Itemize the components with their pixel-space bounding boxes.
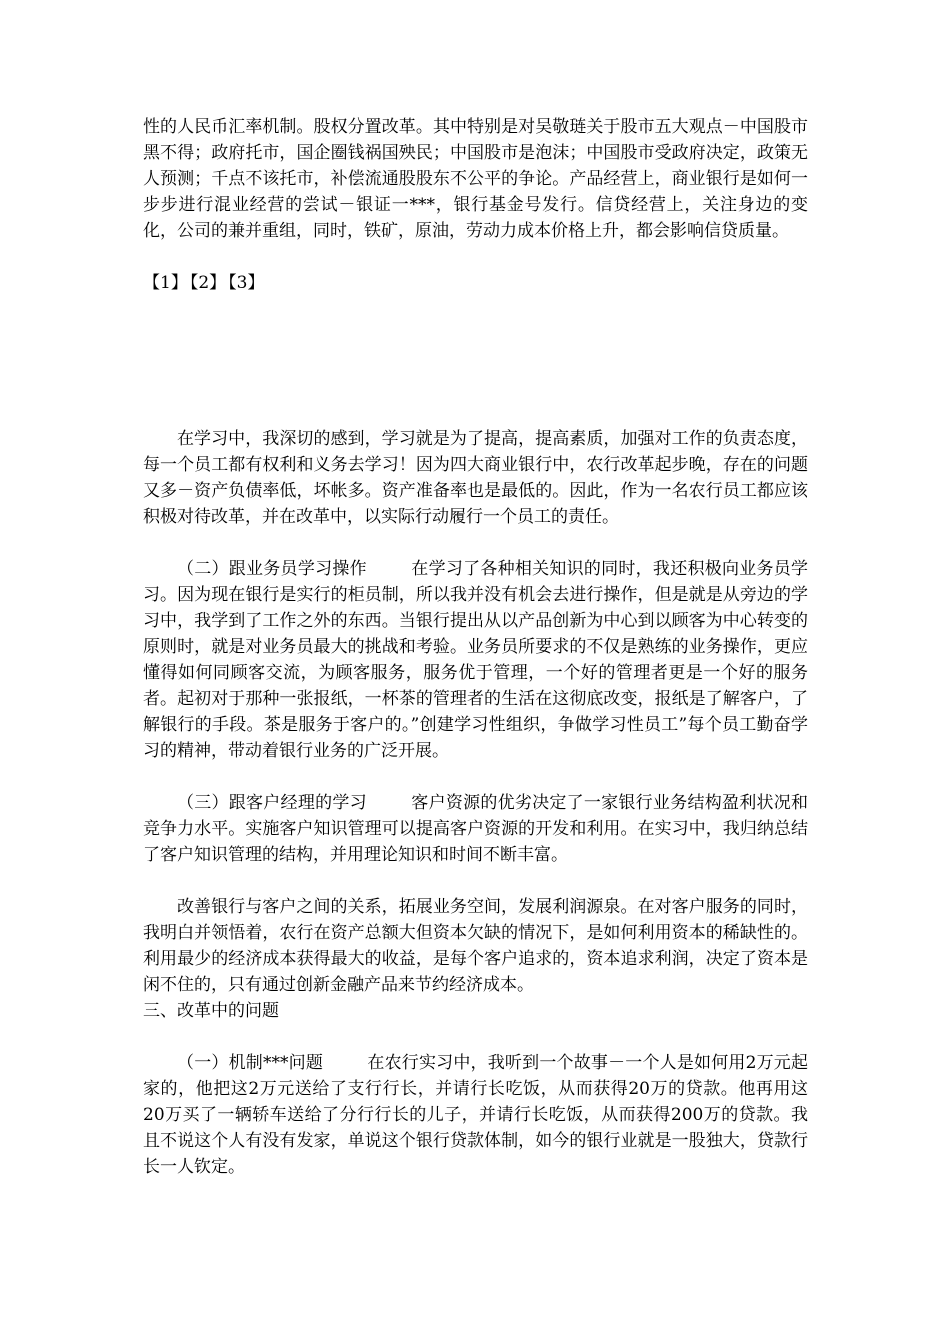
page-link-1[interactable]: 【1】 [143, 273, 188, 293]
paragraph-account-manager-body: 客户资源的优劣决定了一家银行业务结构盈利状况和竞争力水平。实施客户知识管理可以提高客户资源的开发和利用。在实习中，我归纳总结了客户知识管理的结构，并用理论知识和时间不断丰富。 [143, 793, 809, 865]
page-link-3[interactable]: 【3】 [228, 273, 265, 293]
paragraph-teller-learning [143, 556, 808, 764]
subheading-mechanism: （一）机制***问题 [177, 1053, 324, 1073]
paragraph-customer-relations: 改善银行与客户之间的关系，拓展业务空间，发展利润源泉。在对客户服务的同时，我明白并领悟着，农行在资产总额大但资本欠缺的情况下，是如何利用资本的稀缺性的。利用最少的经济成本获得最大的收益，是每个客户追求的，资本追求利润，决定了资本是闲不住的，只有通过创新金融产品来节约经济成本。 [143, 897, 808, 995]
paragraph-account-manager [143, 790, 808, 868]
paragraph-teller-body: 在学习了各种相关知识的同时，我还积极向业务员学习。因为现在银行是实行的柜员制，所以我并没有机会去进行操作，但是就是从旁边的学习中，我学到了工作之外的东西。当银行提出从以产品创新为中心到以顾客为中心转变的原则时，就是对业务员最大的挑战和考验。业务员所要求的不仅是熟练的业务操作，更应懂得如何同顾客交流，为顾客服务，服务优于管理，一个好的管理者更是一个好的服务者。起初对于那种一张报纸，一杯茶的管理者的生活在这彻底改变，报纸是了解客户，了解银行的手段。茶是服务于客户的。”创建学习性组织，争做学习性员工”每个员工勤奋学习的精神，带动着银行业务的广泛开展。 [143, 559, 809, 761]
paragraph-learning: 在学习中，我深切的感到，学习就是为了提高，提高素质，加强对工作的负责态度，每一个员工都有权利和义务去学习！因为四大商业银行中，农行改革起步晚，存在的问题又多－资产负债率低，坏帐多。资产准备率也是最低的。因此，作为一名农行员工都应该积极对待改革，并在改革中，以实际行动履行一个员工的责任。 [143, 429, 808, 527]
paragraph-mechanism [143, 1050, 808, 1180]
pagination [143, 270, 808, 296]
paragraph-exchange-rate: 性的人民币汇率机制。股权分置改革。其中特别是对吴敬琏关于股市五大观点－中国股市黑不得；政府托市，国企圈钱祸国殃民；中国股市是泡沫；中国股市受政府决定，政策无人预测；千点不该托市，补偿流通股股东不公平的争论。产品经营上，商业银行是如何一步步进行混业经营的尝试－银证一***，银行基金号发行。信贷经营上，关注身边的变化，公司的兼并重组，同时，铁矿，原油，劳动力成本价格上升，都会影响信贷质量。 [143, 117, 808, 241]
page-link-2[interactable]: 【2】 [189, 273, 227, 293]
section-heading-reform-issues: 三、改革中的问题 [143, 1001, 279, 1021]
document-page [143, 114, 808, 1206]
paragraph-mechanism-body: 在农行实习中，我听到一个故事－一个人是如何用2万元起家的，他把这2万元送给了支行行长，并请行长吃饭，从而获得20万的贷款。他再用这20万买了一辆轿车送给了分行行长的儿子，并请行长吃饭，从而获得200万的贷款。我且不说这个人有没有发家，单说这个银行贷款体制，如今的银行业就是一股独大，贷款行长一人钦定。 [143, 1053, 808, 1177]
subheading-account-manager: （三）跟客户经理的学习 [177, 793, 367, 813]
subheading-teller: （二）跟业务员学习操作 [177, 559, 367, 579]
blank-gap [143, 296, 808, 426]
